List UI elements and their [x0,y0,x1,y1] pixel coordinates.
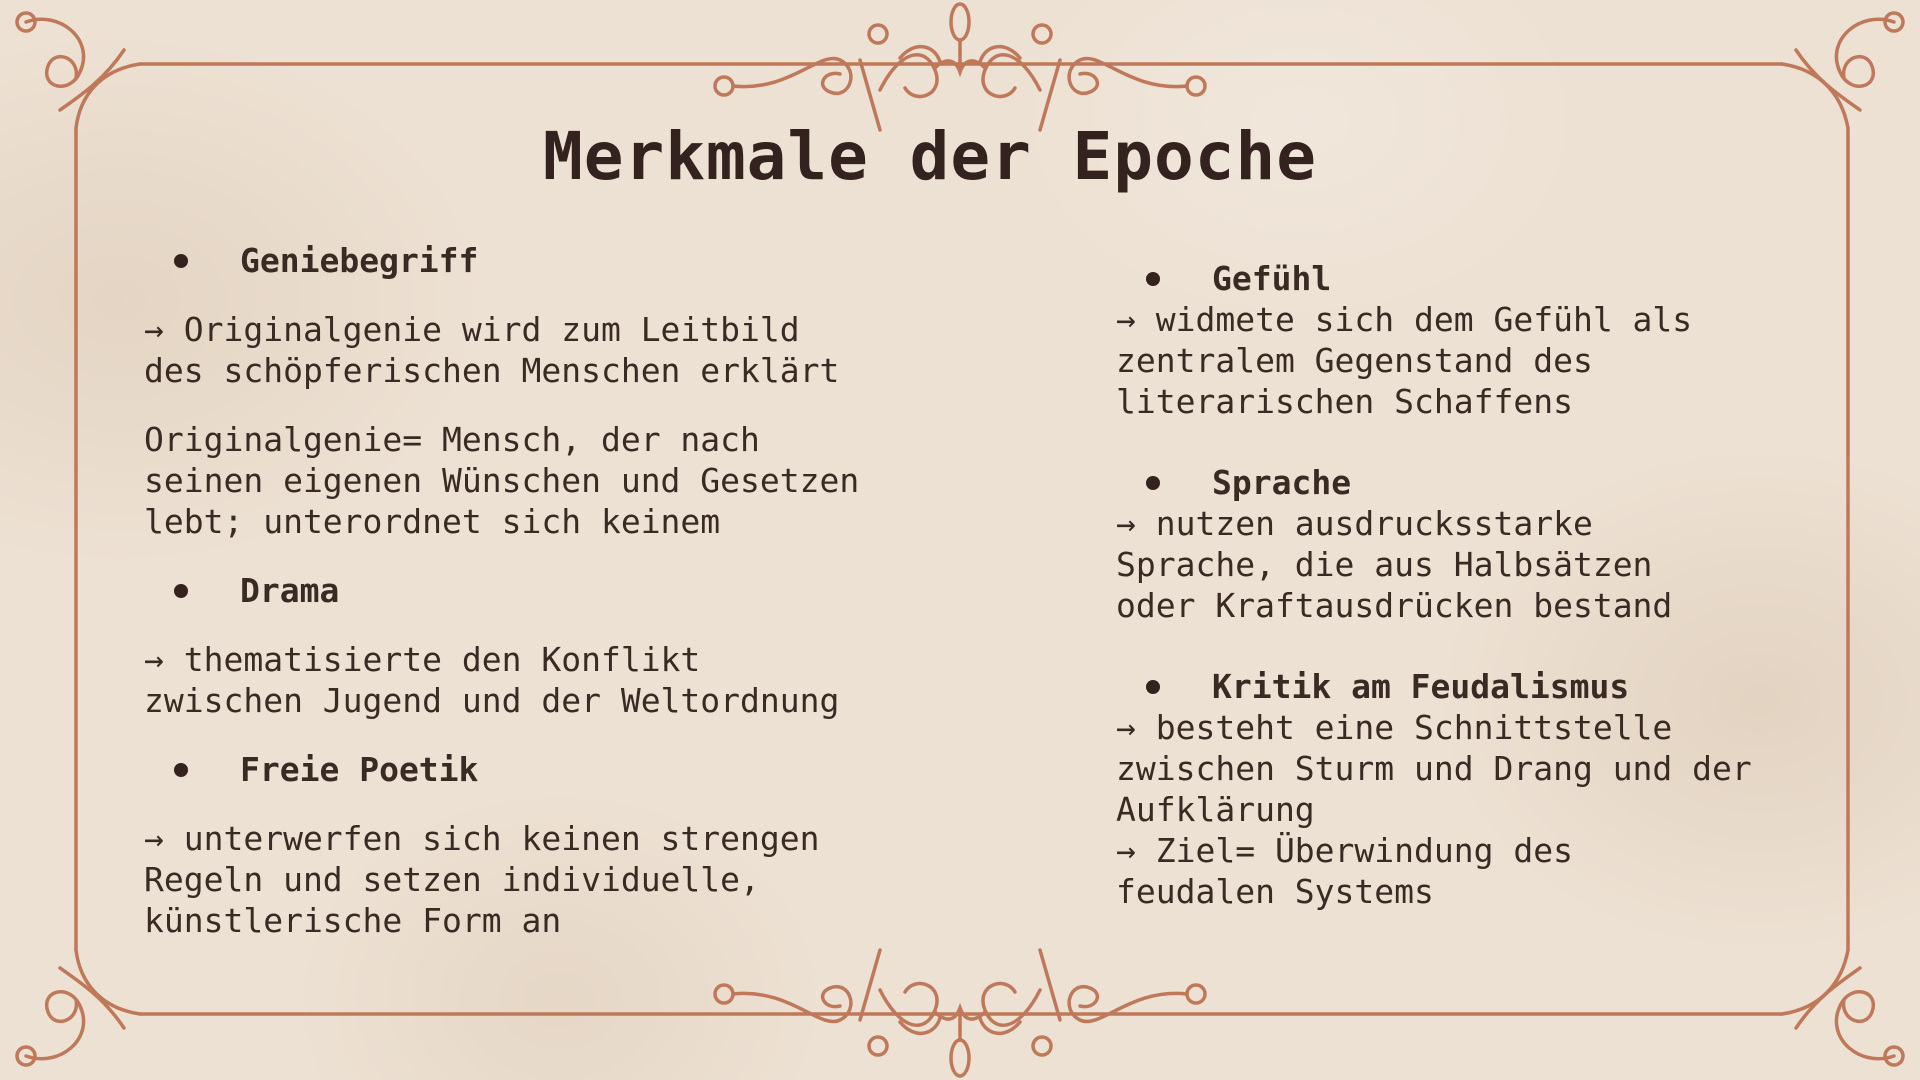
bullet-icon [1146,272,1160,286]
section-freie-poetik [144,749,924,941]
section-geniebegriff [144,240,924,542]
section-sprache [1116,462,1856,626]
bullet-icon [174,584,188,598]
section-kritik-am-feudalismus [1116,666,1856,912]
section-text: → Originalgenie wird zum Leitbild des schöpferischen Menschen erklärt [144,310,840,390]
section-heading: Sprache [1116,462,1856,503]
right-column [1116,258,1856,912]
section-text: → besteht eine Schnittstelle zwischen Sturm und Drang und der Aufklärung → Ziel= Überwindung des feudalen Systems [1116,708,1752,911]
bullet-icon [1146,680,1160,694]
left-column [144,240,924,941]
section-heading: Geniebegriff [144,240,924,281]
section-drama [144,570,924,721]
bullet-icon [1146,476,1160,490]
section-heading: Kritik am Feudalismus [1116,666,1856,707]
section-text: → thematisierte den Konflikt zwischen Jugend und der Weltordnung [144,640,840,720]
bullet-icon [174,254,188,268]
section-gefuehl [1116,258,1856,422]
corner-flourish-top-left [17,13,140,128]
section-text: → unterwerfen sich keinen strengen Regeln und setzen individuelle, künstlerische Form an [144,819,820,940]
section-heading: Gefühl [1116,258,1856,299]
section-heading: Drama [144,570,924,611]
center-flourish-top [715,4,1205,130]
definition-text: Originalgenie= Mensch, der nach seinen eigenen Wünschen und Gesetzen lebt; unterordnet sich keinem [144,420,860,541]
corner-flourish-bottom-right [1782,950,1903,1065]
section-heading: Freie Poetik [144,749,924,790]
section-text: → nutzen ausdrucksstarke Sprache, die aus Halbsätzen oder Kraftausdrücken bestand [1116,504,1673,625]
bullet-icon [174,763,188,777]
slide-title: Merkmale der Epoche [543,118,1317,195]
corner-flourish-top-right [1782,13,1903,128]
corner-flourish-bottom-left [17,950,140,1065]
section-text: → widmete sich dem Gefühl als zentralem Gegenstand des literarischen Schaffens [1116,300,1693,421]
